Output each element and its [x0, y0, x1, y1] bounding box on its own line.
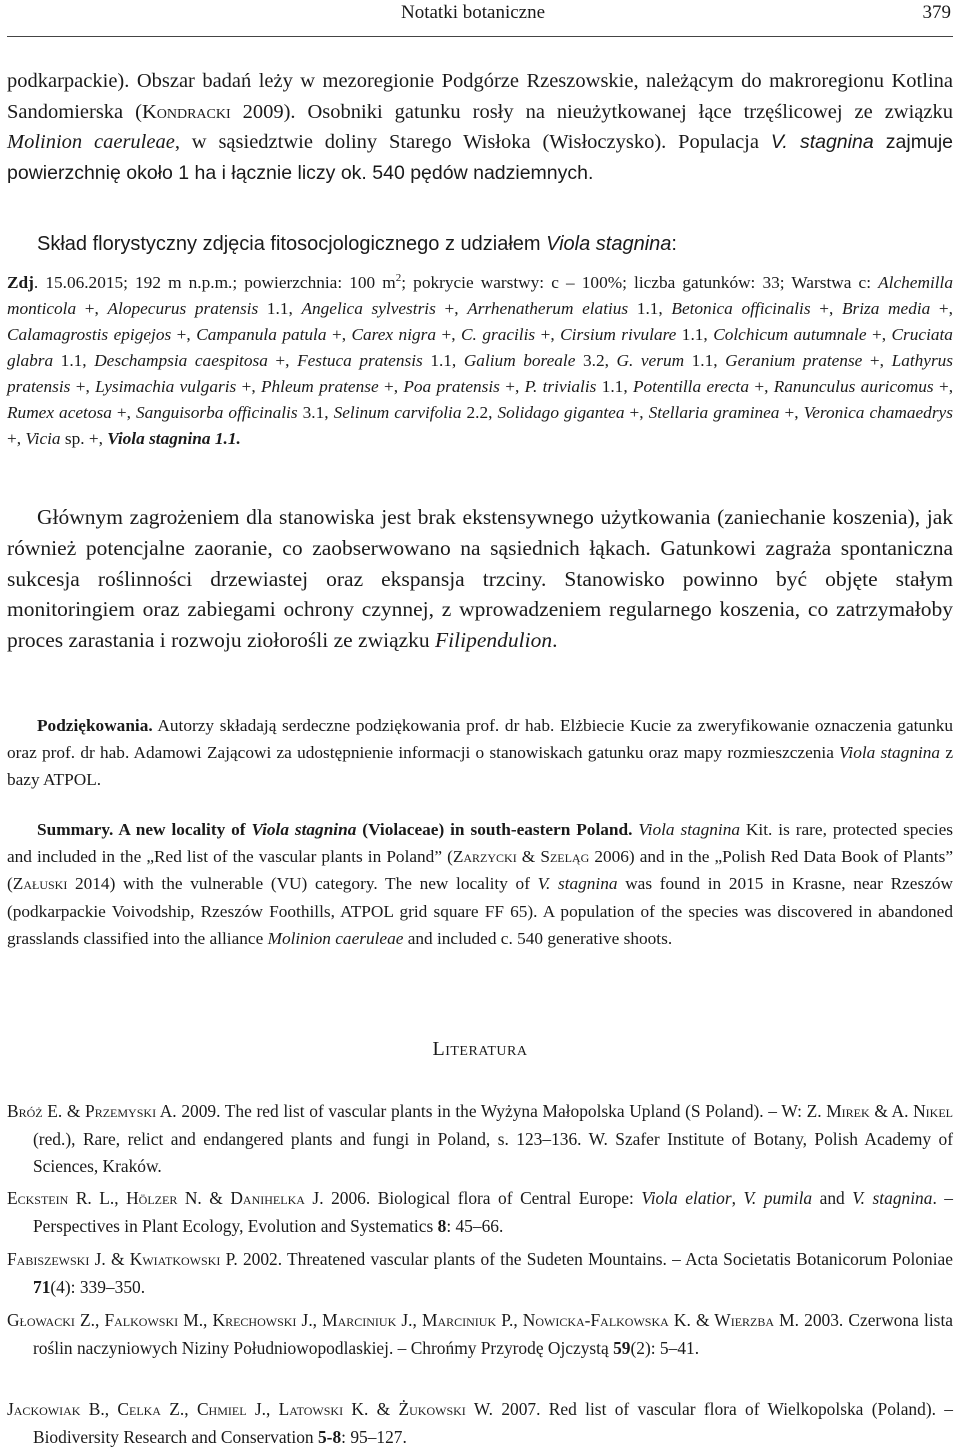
reference-pages: : 95–127.	[341, 1426, 407, 1447]
citation-author: Szeląg	[540, 847, 590, 867]
reference-item	[7, 1098, 953, 1181]
species-name: Colchicum autumnale	[713, 324, 867, 344]
volume-number: 71	[33, 1276, 51, 1297]
reference-authors: Bróż E. & Przemyski A.	[7, 1101, 177, 1121]
reference-text: and	[812, 1188, 853, 1208]
reference-text: 2007. Red list of vascular flora of Wielkopolska (Poland). – Biodiversity Research and Conservation	[33, 1399, 953, 1447]
species-name-target: Viola stagnina 1.1.	[107, 428, 241, 448]
species-name: V. stagnina	[852, 1188, 933, 1208]
species-name: Lysimachia vulgaris	[95, 376, 237, 396]
species-name: G. verum	[616, 350, 685, 370]
cover-value: +,	[624, 402, 649, 422]
reference-item	[7, 1396, 953, 1451]
species-name: Viola stagnina	[546, 233, 672, 255]
page-number: 379	[922, 2, 951, 23]
cover-value: 3.1,	[297, 402, 334, 422]
cover-value: +,	[267, 350, 298, 370]
cover-value: 1.1,	[628, 298, 672, 318]
cover-value: 1.1,	[684, 350, 726, 370]
species-name: Alchemilla monticola	[7, 272, 953, 318]
reference-authors: Eckstein R. L., Hölzer N. & Danihelka J.	[7, 1188, 324, 1208]
volume-number: 5-8	[317, 1426, 342, 1447]
reference-pages: (4): 339–350.	[50, 1276, 146, 1297]
species-name: Rumex acetosa	[7, 402, 112, 422]
species-name: Betonica officinalis	[671, 298, 811, 318]
cover-value: 1.1,	[53, 350, 95, 370]
species-name: Phleum pratense	[260, 376, 379, 396]
cover-value: +,	[930, 298, 953, 318]
summary	[7, 816, 953, 952]
ack-text: z bazy ATPOL.	[7, 743, 953, 790]
species-name: V. pumila	[743, 1188, 813, 1208]
species-name: Alopecurus pratensis	[107, 298, 259, 318]
species-name: Campanula patula	[196, 324, 327, 344]
reference-item	[7, 1185, 953, 1240]
releve-text: ; pokrycie warstwy: c – 100%; liczba gatunków: 33; Warstwa c:	[401, 272, 879, 292]
alliance-name: Filipendulion	[435, 628, 553, 653]
cover-value: +,	[70, 376, 96, 396]
superscript: 2	[395, 272, 402, 284]
cover-value: +,	[171, 324, 197, 344]
ack-text: Autorzy składają serdeczne podziękowania prof. dr hab. Elżbiecie Kucie za zweryfikowanie oznaczenia gatunku oraz prof. dr hab. Adamowi Zającowi za udostępnienie informacji o stanowiskach gatunku oraz mapy rozmieszczenia	[7, 716, 953, 763]
cover-value: +,	[435, 298, 468, 318]
cover-value: 1.1,	[596, 376, 633, 396]
cover-value: +,	[378, 376, 404, 396]
summary-text: 2014) with the vulnerable (VU) category. The new locality of	[67, 874, 538, 894]
releve-intro-text: Skład florystyczny zdjęcia fitosocjologicznego z udziałem	[37, 233, 547, 255]
cover-value: 1.1,	[422, 350, 464, 370]
cover-value: 1.1,	[676, 324, 714, 344]
cover-value: 1.1,	[258, 298, 302, 318]
reference-text: 2006. Biological flora of Central Europe:	[323, 1188, 642, 1208]
cover-value: +,	[933, 376, 954, 396]
reference-item	[7, 1307, 953, 1362]
reference-text: 2003. Czerwona lista roślin naczyniowych Niziny Południowopodlaskiej. – Chrońmy Przyrodę Ojczystą	[33, 1310, 953, 1358]
species-name: Angelica sylvestris	[301, 298, 436, 318]
cover-value: +,	[862, 350, 892, 370]
p1-text: podkarpackie). Obszar badań leży w mezoregionie Podgórze Rzeszowskie, należącym do makroregionu Kotlina Sandomierska (	[7, 70, 953, 123]
releve-label: Zdj	[7, 272, 34, 292]
acknowledgements	[7, 712, 953, 794]
species-list	[7, 273, 953, 448]
summary-label: Summary. A new locality of	[37, 820, 252, 839]
cover-value: 2.2,	[461, 402, 498, 422]
species-name: Veronica chamaedrys	[803, 402, 953, 422]
summary-text: &	[516, 847, 541, 867]
species-name: Viola elatior	[641, 1188, 732, 1208]
species-name: Cruciata glabra	[7, 324, 953, 370]
reference-editors: Mirek & A. Nikel	[826, 1101, 953, 1121]
species-name: Solidago gigantea	[497, 402, 625, 422]
citation-author: Załuski	[12, 874, 68, 894]
releve-intro	[7, 229, 953, 260]
summary-text: was found in 2015 in Krasne, near Rzeszów (podkarpackie Voivodship, Rzeszów Foothills, ATPOL grid square FF 65). A population of the species was discovered in abandoned grasslands classified into the alliance	[7, 874, 953, 948]
releve-record	[7, 265, 953, 452]
punctuation: :	[671, 233, 677, 255]
alliance-name: Molinion caeruleae	[267, 928, 404, 948]
cover-value: +,	[749, 376, 774, 396]
species-name: P. trivialis	[524, 376, 597, 396]
summary-text: and included c. 540 generative shoots.	[403, 928, 673, 948]
header-rule	[7, 36, 953, 37]
cover-value: +,	[499, 376, 525, 396]
releve-text: . 15.06.2015; 192 m n.p.m.; powierzchnia: 100 m	[33, 272, 396, 292]
species-name: Sanguisorba officinalis	[136, 402, 298, 422]
species-name: Briza media	[841, 298, 931, 318]
reference-authors: Fabiszewski J. & Kwiatkowski P.	[7, 1249, 238, 1269]
alliance-name: Molinion caeruleae	[7, 131, 175, 154]
p1-text: zajmuje powierzchnię około 1 ha i łącznie liczy ok. 540 pędów nadziemnych.	[7, 131, 954, 184]
species-name: Selinum carvifolia	[333, 402, 462, 422]
running-title: Notatki botaniczne	[401, 2, 546, 23]
reference-text: 2009. The red list of vascular plants in the Wyżyna Małopolska Upland (S Poland). – W: Z.	[176, 1101, 827, 1121]
running-header	[7, 2, 953, 26]
species-name: Deschampsia caespitosa	[94, 350, 268, 370]
punctuation: .	[552, 628, 558, 653]
p2-text: Głównym zagrożeniem dla stanowiska jest brak ekstensywnego użytkowania (zaniechanie koszenia), jak również potencjalne zaoranie, co zaobserwowano na sąsiednich łąkach. Gatunkowi zagraża spontaniczna sukcesja roślinności drzewiastej oraz ekspansja trzciny. Stanowisko powinno być objęte stałym monitoringiem oraz zabiegami ochrony czynnej, z wprowadzeniem regularnego koszenia, co zatrzymałoby proces zarastania i rozwoju ziołorośli ze związku	[7, 505, 953, 653]
cover-value: +,	[326, 324, 352, 344]
species-name: Festuca pratensis	[297, 350, 423, 370]
summary-text: 2006) and in the „Polish Red Data Book of Plants” (	[7, 847, 953, 894]
citation-author: Kondracki	[141, 100, 231, 123]
species-name: Cirsium rivulare	[560, 324, 677, 344]
reference-text: (red.), Rare, relict and endangered plants and fungi in Poland, s. 123–136. W. Szafer Institute of Botany, Polish Academy of Sciences, Kraków.	[33, 1128, 953, 1177]
cover-value: +,	[111, 402, 137, 422]
reference-item	[7, 1246, 953, 1301]
reference-text: 2002. Threatened vascular plants of the Sudeten Mountains. – Acta Societatis Botanicorum Poloniae	[237, 1249, 953, 1269]
cover-value: +,	[866, 324, 892, 344]
cover-value: +,	[236, 376, 261, 396]
species-name: Lathyrus pratensis	[7, 350, 954, 396]
cover-value: +,	[76, 298, 108, 318]
species-name: V. stagnina	[537, 874, 618, 894]
cover-value: +,	[436, 324, 462, 344]
summary-label: (Violaceae) in south-eastern Poland.	[356, 820, 633, 839]
cover-value: +,	[779, 402, 804, 422]
species-name: Viola stagnina	[632, 820, 740, 839]
cover-value: 3.2,	[575, 350, 617, 370]
species-name: Stellaria graminea	[648, 402, 780, 422]
reference-authors: Głowacki Z., Falkowski M., Krechowski J., Marciniuk J., Marciniuk P., Nowicka-Falkowska K. & Wierzba M.	[7, 1310, 799, 1330]
species-name: Ranunculus auricomus	[773, 376, 934, 396]
species-name: V. stagnina	[770, 131, 874, 154]
cover-value: +,	[7, 428, 26, 448]
p1-text: , w sąsiedztwie doliny Starego Wisłoka (Wisłoczysko). Populacja	[174, 131, 771, 154]
body-paragraph-1	[7, 66, 953, 188]
reference-text: . – Perspectives in Plant Ecology, Evolution and Systematics	[33, 1188, 954, 1236]
species-name: C. gracilis	[461, 324, 536, 344]
literature-heading: Literatura	[432, 1038, 528, 1060]
cover-value: sp. +,	[60, 428, 108, 448]
species-name: Vicia	[25, 428, 61, 448]
species-name: Viola stagnina	[839, 743, 941, 763]
reference-pages: : 45–66.	[446, 1215, 504, 1236]
reference-pages: (2): 5–41.	[630, 1337, 700, 1358]
species-name: Poa pratensis	[403, 376, 500, 396]
reference-authors: Jackowiak B., Celka Z., Chmiel J., Latowski K. & Żukowski W.	[7, 1399, 493, 1419]
ack-label: Podziękowania.	[37, 716, 153, 735]
p1-text: 2009). Osobniki gatunku rosły na nieużytkowanej łące trzęślicowej ze związku	[230, 100, 953, 123]
volume-number: 8	[437, 1215, 447, 1236]
body-paragraph-2	[7, 502, 953, 656]
cover-value: +,	[535, 324, 561, 344]
species-name: Viola stagnina	[251, 820, 357, 839]
volume-number: 59	[613, 1337, 631, 1358]
species-name: Galium boreale	[463, 350, 576, 370]
summary-text: Kit. is rare, protected species and included in the „Red list of the vascular plants in Poland” (	[7, 820, 953, 867]
cover-value: +,	[810, 298, 842, 318]
species-name: Potentilla erecta	[632, 376, 749, 396]
species-name: Geranium pratense	[725, 350, 863, 370]
species-name: Arrhenatherum elatius	[467, 298, 629, 318]
species-name: Carex nigra	[351, 324, 437, 344]
citation-author: Zarzycki	[452, 847, 517, 867]
species-name: Calamagrostis epigejos	[7, 324, 172, 344]
punctuation: ,	[731, 1188, 744, 1208]
